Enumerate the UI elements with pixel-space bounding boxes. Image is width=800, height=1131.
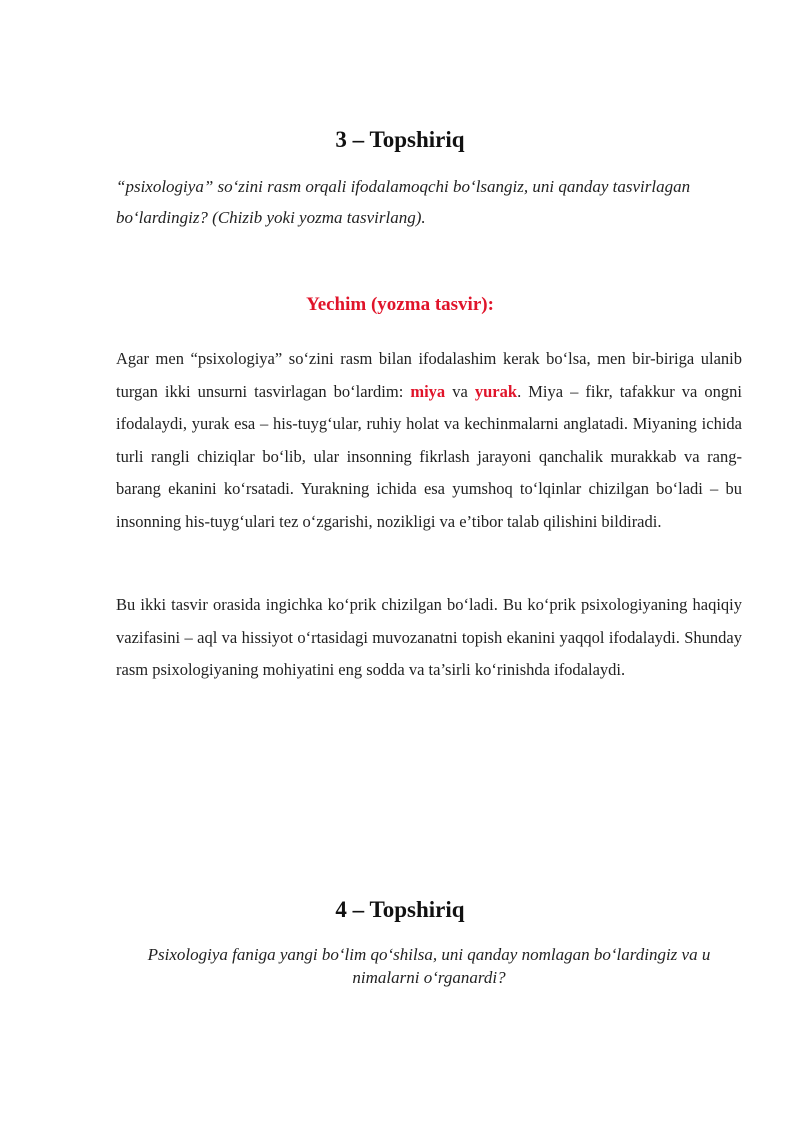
solution-title: Yechim (yozma tasvir): xyxy=(306,294,494,315)
solution-paragraph-1 xyxy=(116,343,742,538)
highlight-miya: miya xyxy=(410,381,446,401)
task4-prompt: Psixologiya faniga yangi bo‘lim qo‘shilsa, uni qanday nomlagan bo‘lardingiz va u nimalarni o‘rganardi? xyxy=(147,945,711,987)
paragraph-text: va xyxy=(445,381,475,401)
task3-heading: 3 – Topshiriq xyxy=(335,127,465,152)
highlight-yurak: yurak xyxy=(474,381,518,401)
solution-paragraph-2: Bu ikki tasvir orasida ingichka ko‘prik chizilgan bo‘ladi. Bu ko‘prik psixologiyaning haqiqiy vazifasini – aql va hissiyot o‘rtasidagi muvozanatni topish ekanini yaqqol ifodalaydi. Shunday rasm psixologiyaning mohiyatini eng sodda va ta’sirli ko‘rinishda ifodalaydi. xyxy=(116,595,742,679)
task3-prompt: “psixologiya” so‘zini rasm orqali ifodalamoqchi bo‘lsangiz, uni qanday tasvirlagan bo‘lardingiz? (Chizib yoki yozma tasvirlang). xyxy=(116,177,691,227)
paragraph-text: Agar men “psixologiya” so‘zini rasm bilan ifodalashim kerak bo‘lsa, men bir-biriga ulanib turgan ikki unsurni tasvirlagan bo‘lardim: xyxy=(116,349,742,401)
paragraph-text: . Miya – fikr, tafakkur va ongni ifodalaydi, yurak esa – his-tuyg‘ular, ruhiy holat va kechinmalarni anglatadi. Miyaning ichida turli rangli chiziqlar bo‘lib, ular insonning fikrlash jarayoni qanchalik murakkab va rang-barang ekanini ko‘rsatadi. Yurakning ichida esa yumshoq to‘lqinlar chizilgan bo‘ladi – bu insonning his-tuyg‘ulari tez o‘zgarishi, nozikligi va e’tibor talab qilishini bildiradi. xyxy=(116,381,743,531)
task4-heading: 4 – Topshiriq xyxy=(335,897,465,922)
